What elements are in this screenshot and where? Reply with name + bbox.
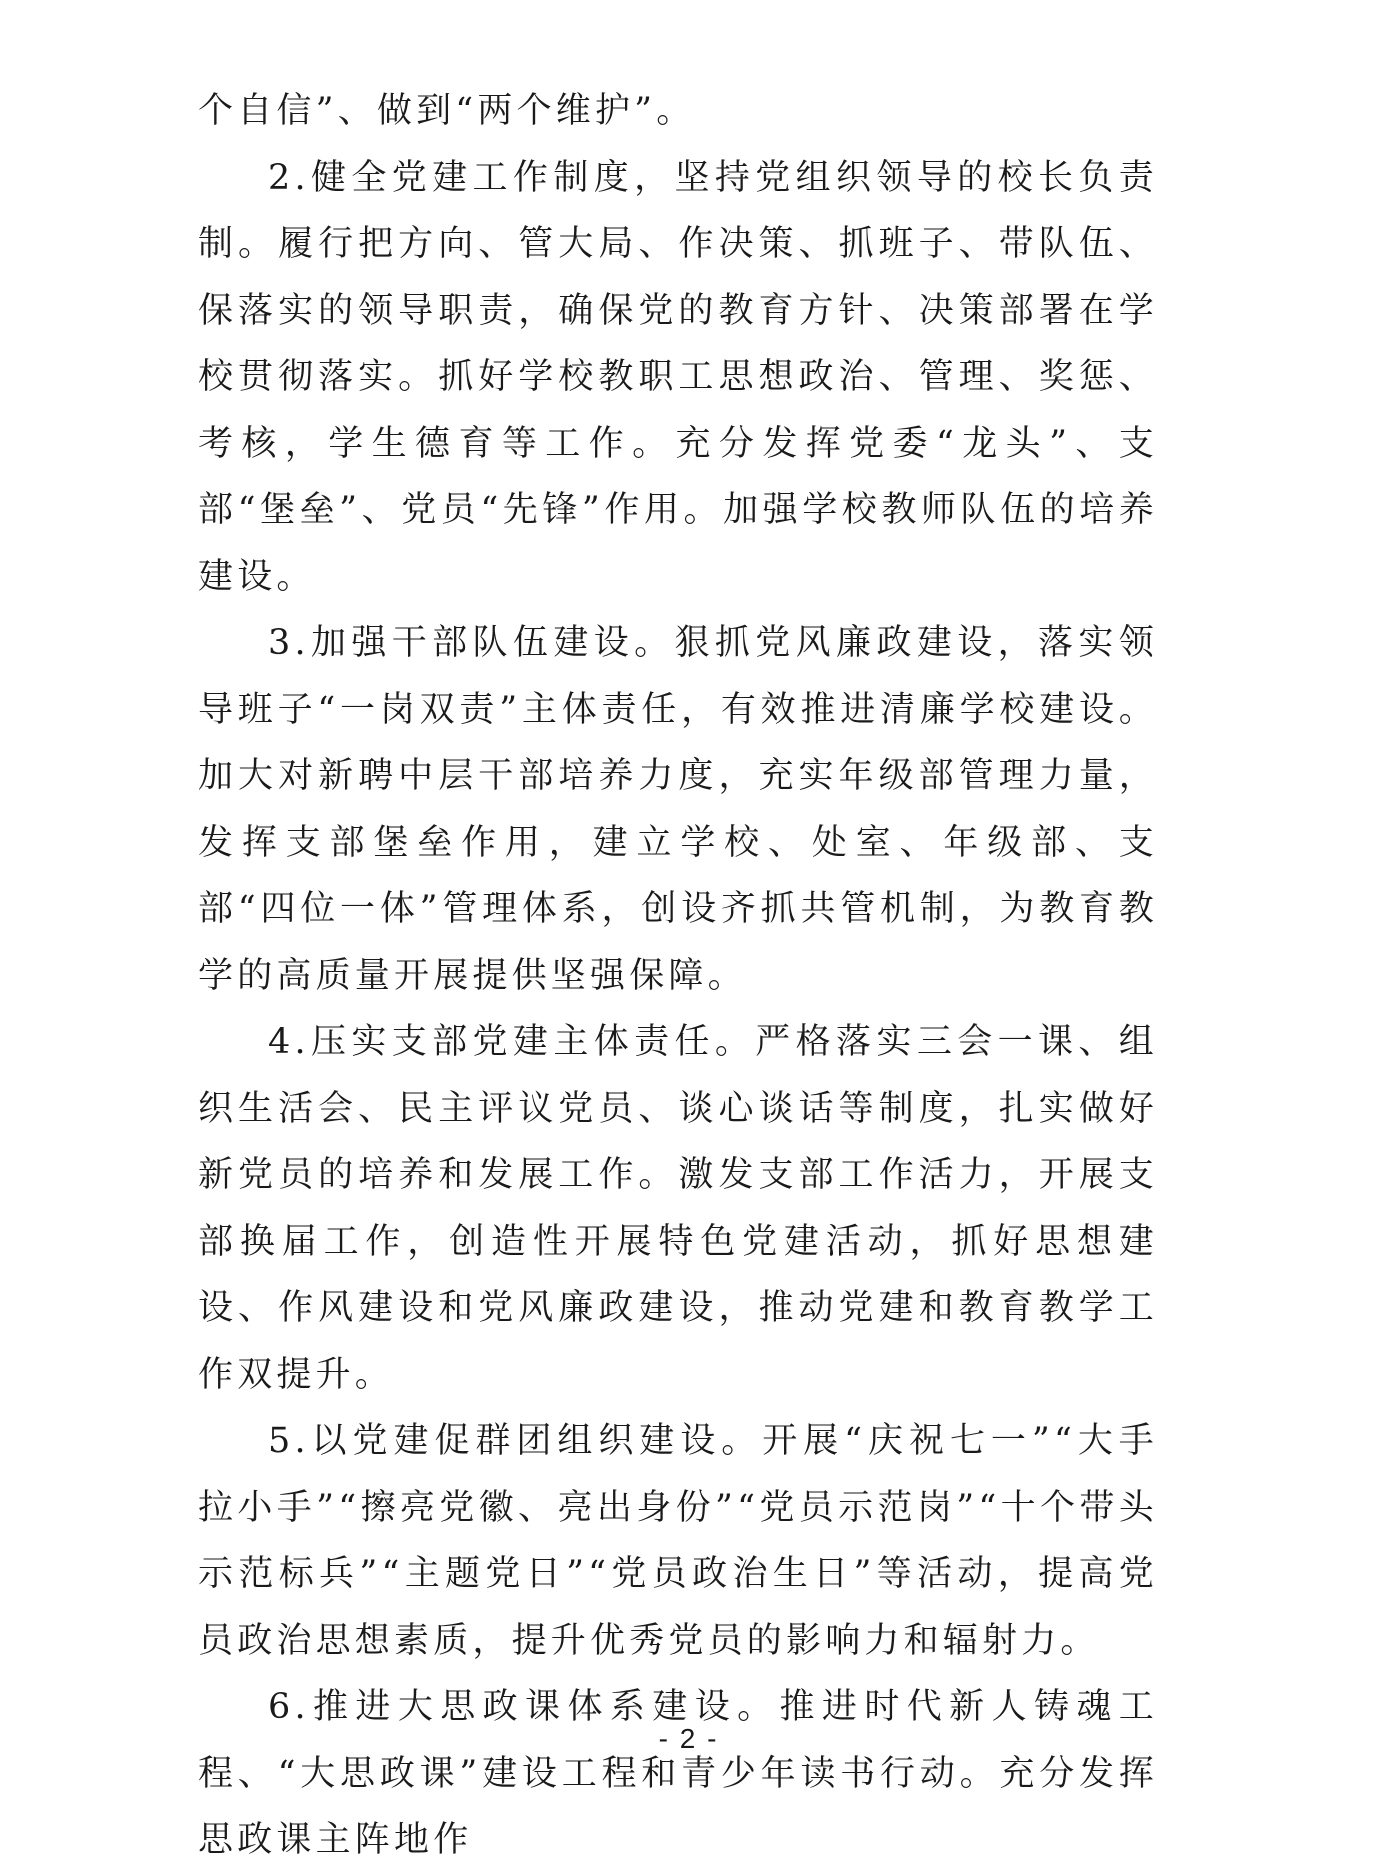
paragraph-item-6: 6.推进大思政课体系建设。推进时代新人铸魂工程、“大思政课”建设工程和青少年读书行动。充分发挥思政课主阵地作	[198, 1687, 1158, 1860]
paragraph-item-3: 3.加强干部队伍建设。狠抓党风廉政建设，落实领导班子“一岗双责”主体责任，有效推进清廉学校建设。加大对新聘中层干部培养力度，充实年级部管理力量，发挥支部堡垒作用，建立学校、处室、年级部、支部“四位一体”管理体系，创设齐抓共管机制，为教育教学的高质量开展提供坚强保障。	[198, 623, 1158, 996]
page-number: - 2 -	[658, 1723, 719, 1754]
paragraph-continuation: 个自信”、做到“两个维护”。	[198, 91, 696, 131]
paragraph-item-5: 5.以党建促群团组织建设。开展“庆祝七一”“大手拉小手”“擦亮党徽、亮出身份”“党员示范岗”“十个带头示范标兵”“主题党日”“党员政治生日”等活动，提高党员政治思想素质，提升优秀党员的影响力和辐射力。	[198, 1421, 1158, 1661]
document-body	[198, 78, 1158, 1874]
paragraph-item-2: 2.健全党建工作制度，坚持党组织领导的校长负责制。履行把方向、管大局、作决策、抓班子、带队伍、保落实的领导职责，确保党的教育方针、决策部署在学校贯彻落实。抓好学校教职工思想政治、管理、奖惩、考核，学生德育等工作。充分发挥党委“龙头”、支部“堡垒”、党员“先锋”作用。加强学校教师队伍的培养建设。	[198, 157, 1158, 597]
paragraph-item-4: 4.压实支部党建主体责任。严格落实三会一课、组织生活会、民主评议党员、谈心谈话等制度，扎实做好新党员的培养和发展工作。激发支部工作活力，开展支部换届工作，创造性开展特色党建活动，抓好思想建设、作风建设和党风廉政建设，推动党建和教育教学工作双提升。	[198, 1022, 1158, 1395]
